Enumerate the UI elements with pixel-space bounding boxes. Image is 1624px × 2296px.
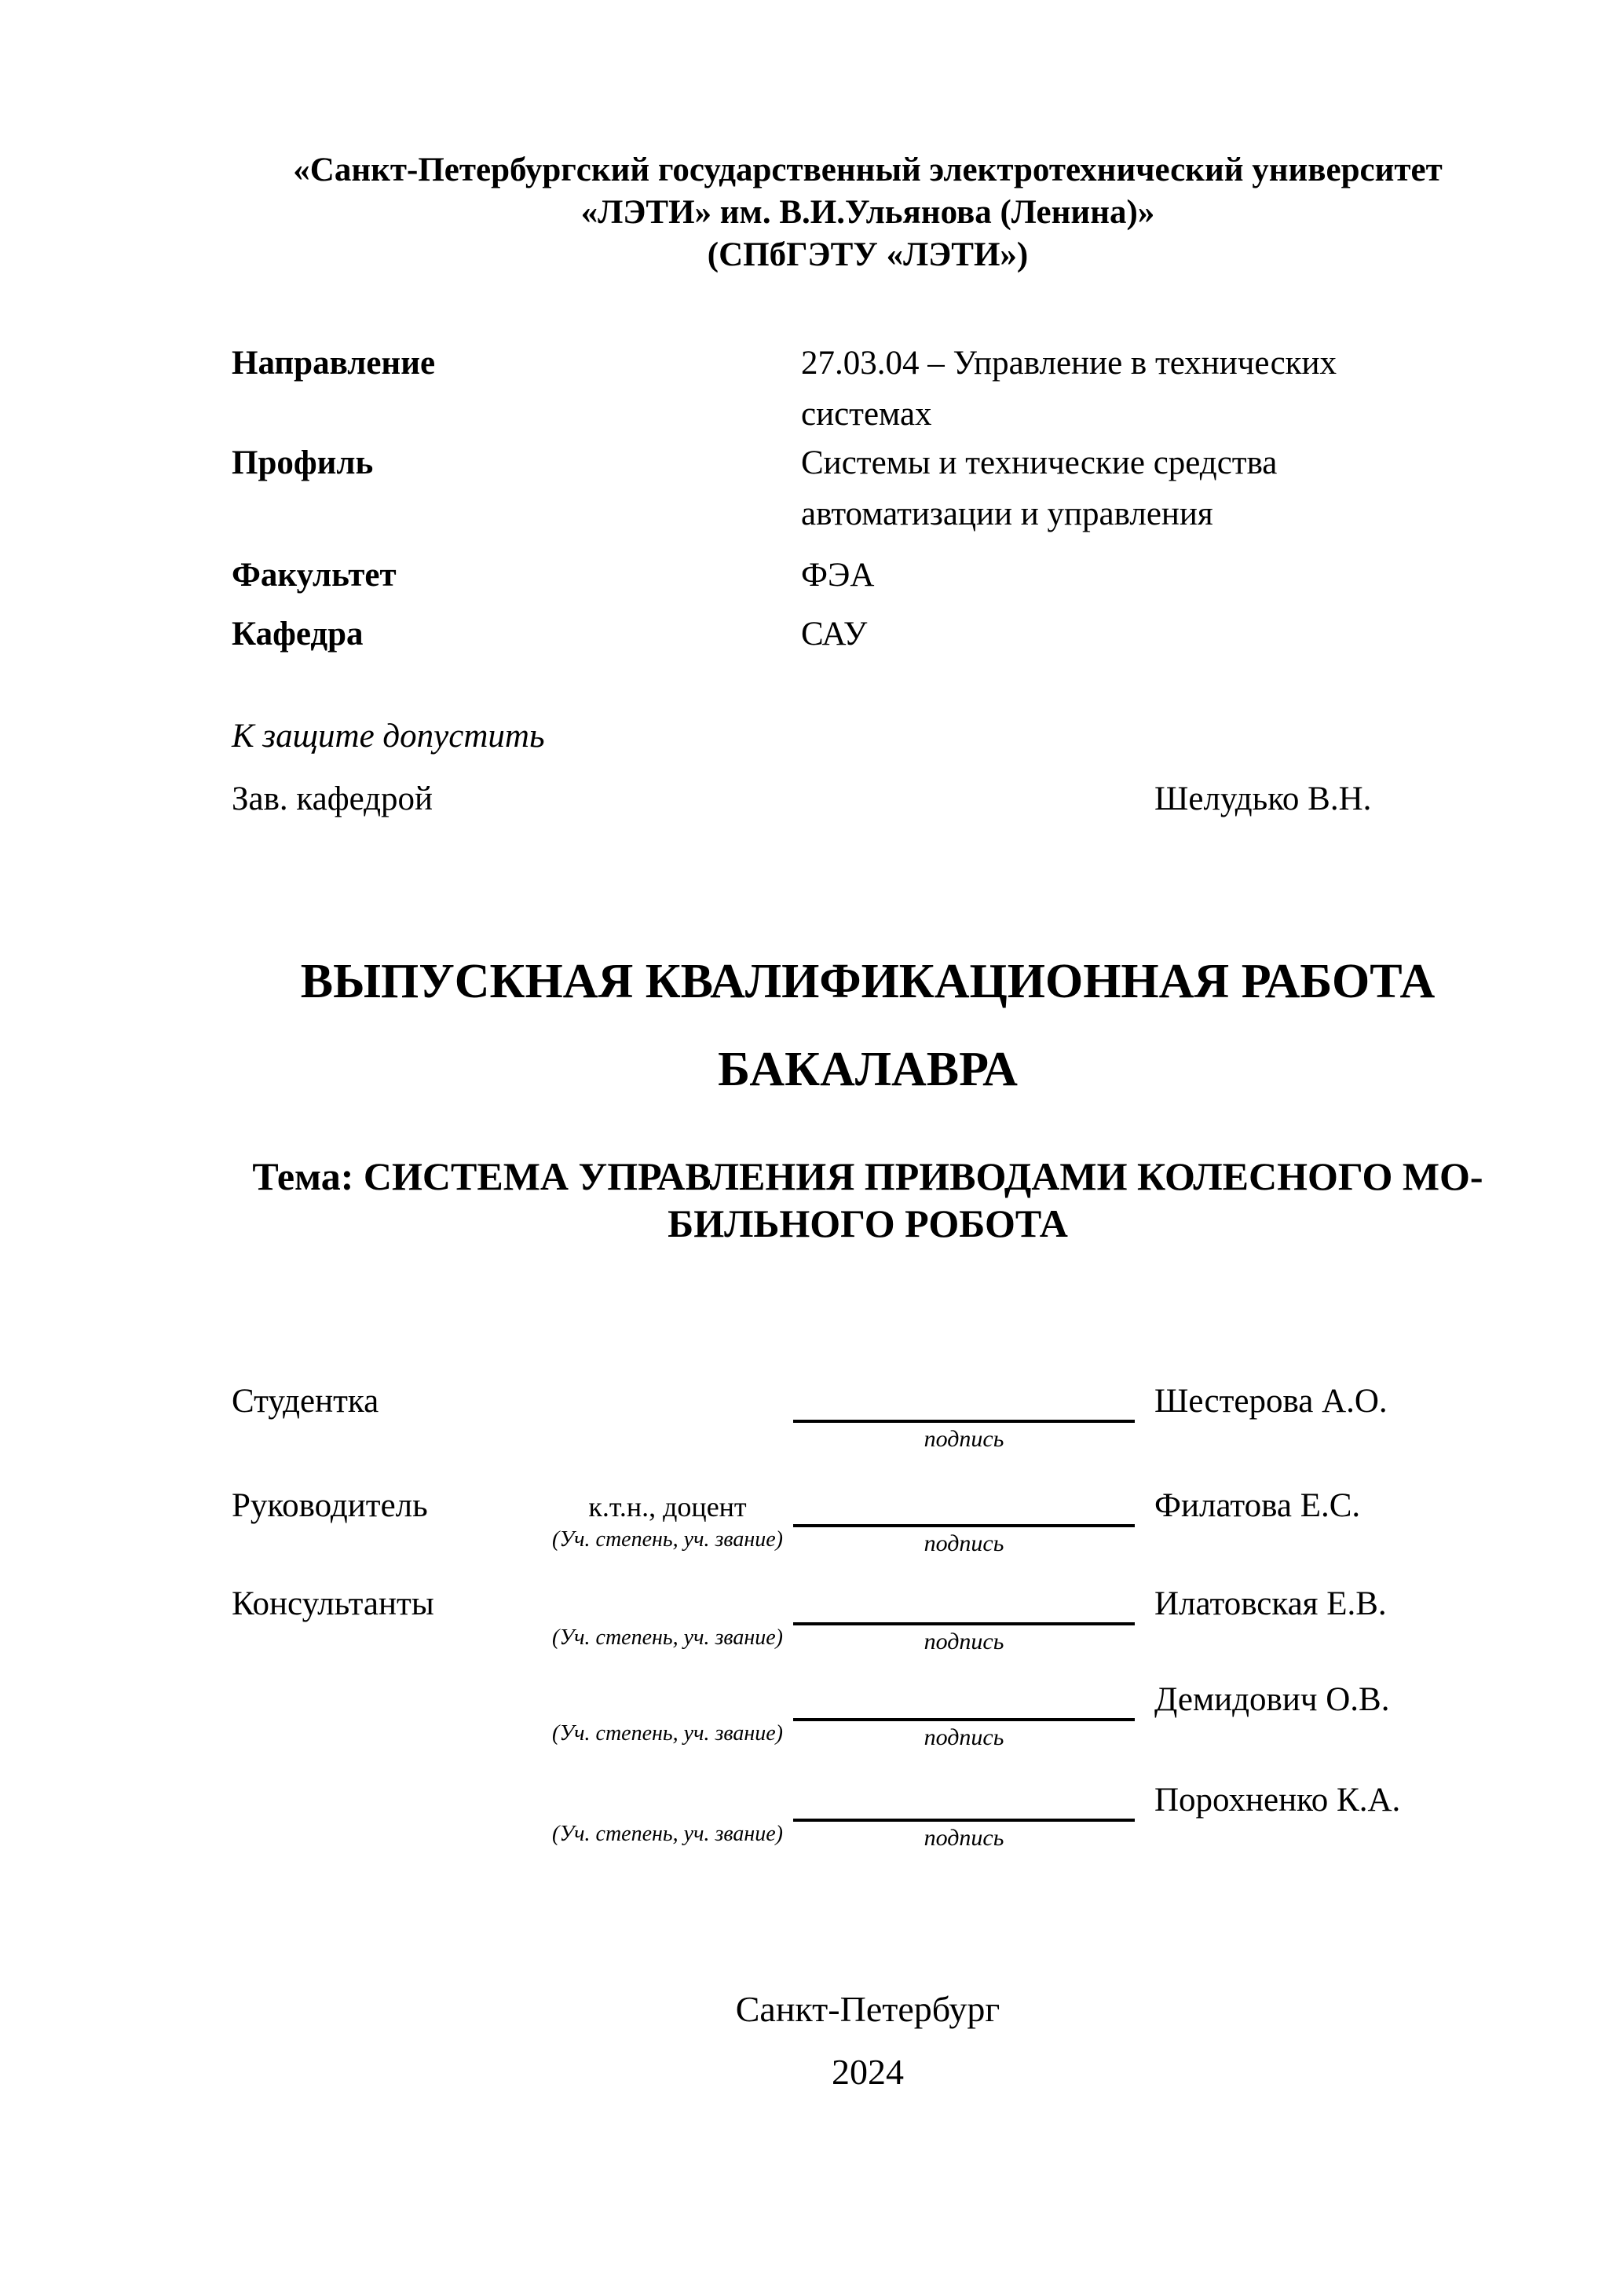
signature-row-supervisor bbox=[232, 1483, 1504, 1581]
info-label-profile: Профиль bbox=[232, 444, 374, 481]
theme-title bbox=[216, 1153, 1520, 1247]
university-header-line-1: «Санкт-Петербургский государственный электротехнический университет bbox=[293, 152, 1443, 188]
signature-degree: к.т.н., доцент bbox=[588, 1491, 747, 1523]
university-header-line-2: «ЛЭТИ» им. В.И.Ульянова (Ленина)» bbox=[580, 194, 1155, 231]
signature-line bbox=[793, 1379, 1135, 1423]
info-label-department: Кафедра bbox=[232, 616, 364, 653]
signature-degree-caption: (Уч. степень, уч. звание) bbox=[552, 1721, 783, 1746]
theme-line-1: Тема: СИСТЕМА УПРАВЛЕНИЯ ПРИВОДАМИ КОЛЕСНОГО МО- bbox=[252, 1154, 1483, 1198]
signature-line bbox=[793, 1677, 1135, 1721]
department-head-name: Шелудько В.Н. bbox=[1154, 781, 1372, 817]
signature-row-consultant-1 bbox=[232, 1581, 1504, 1680]
signature-line bbox=[793, 1778, 1135, 1822]
signatory-name: Демидович О.В. bbox=[1154, 1681, 1390, 1718]
signature-degree-caption: (Уч. степень, уч. звание) bbox=[552, 1527, 783, 1552]
signature-row-consultant-2 bbox=[232, 1677, 1504, 1775]
footer-city: Санкт-Петербург bbox=[735, 1989, 1000, 2029]
info-value-faculty bbox=[801, 550, 1453, 601]
signature-row-student bbox=[232, 1379, 1504, 1477]
work-title-line-2: БАКАЛАВРА bbox=[718, 1043, 1018, 1096]
work-title-line-1: ВЫПУСКНАЯ КВАЛИФИКАЦИОННАЯ РАБОТА bbox=[300, 955, 1436, 1008]
signature-role-label: Руководитель bbox=[232, 1487, 428, 1524]
signature-caption: подпись bbox=[924, 1426, 1004, 1452]
signatory-name: Филатова Е.С. bbox=[1154, 1487, 1361, 1524]
signatory-name: Илатовская Е.В. bbox=[1154, 1585, 1387, 1622]
info-value-line: автоматизации и управления bbox=[801, 495, 1213, 532]
university-header bbox=[232, 149, 1504, 276]
info-label-direction: Направление bbox=[232, 345, 436, 382]
signature-line bbox=[793, 1483, 1135, 1527]
info-value-line: САУ bbox=[801, 616, 868, 653]
info-value-department bbox=[801, 609, 1453, 660]
info-label-faculty: Факультет bbox=[232, 557, 397, 594]
signature-degree-caption: (Уч. степень, уч. звание) bbox=[552, 1625, 783, 1650]
signatory-name: Шестерова А.О. bbox=[1154, 1383, 1388, 1420]
signature-caption: подпись bbox=[924, 1629, 1004, 1654]
department-head-row bbox=[232, 777, 1504, 824]
work-title bbox=[232, 952, 1504, 1099]
info-value-line: Системы и технические средства bbox=[801, 444, 1278, 481]
signature-role-label: Студентка bbox=[232, 1383, 379, 1420]
signature-row-consultant-3 bbox=[232, 1778, 1504, 1876]
signature-caption: подпись bbox=[924, 1724, 1004, 1750]
info-value-line: 27.03.04 – Управление в технических bbox=[801, 345, 1337, 382]
signature-line bbox=[793, 1581, 1135, 1625]
signature-role-label: Консультанты bbox=[232, 1585, 434, 1622]
department-head-label: Зав. кафедрой bbox=[232, 781, 433, 817]
info-value-profile bbox=[801, 437, 1453, 539]
signature-caption: подпись bbox=[924, 1825, 1004, 1851]
signatory-name: Порохненко К.А. bbox=[1154, 1782, 1401, 1819]
admission-note: К защите допустить bbox=[232, 718, 545, 755]
info-value-line: ФЭА bbox=[801, 557, 875, 594]
university-header-line-3: (СПбГЭТУ «ЛЭТИ») bbox=[707, 236, 1029, 273]
info-value-line: системах bbox=[801, 396, 932, 433]
signature-caption: подпись bbox=[924, 1530, 1004, 1556]
footer-year: 2024 bbox=[832, 2052, 904, 2092]
info-value-direction bbox=[801, 338, 1453, 440]
theme-line-2: БИЛЬНОГО РОБОТА bbox=[668, 1201, 1068, 1245]
signature-degree-caption: (Уч. степень, уч. звание) bbox=[552, 1822, 783, 1846]
